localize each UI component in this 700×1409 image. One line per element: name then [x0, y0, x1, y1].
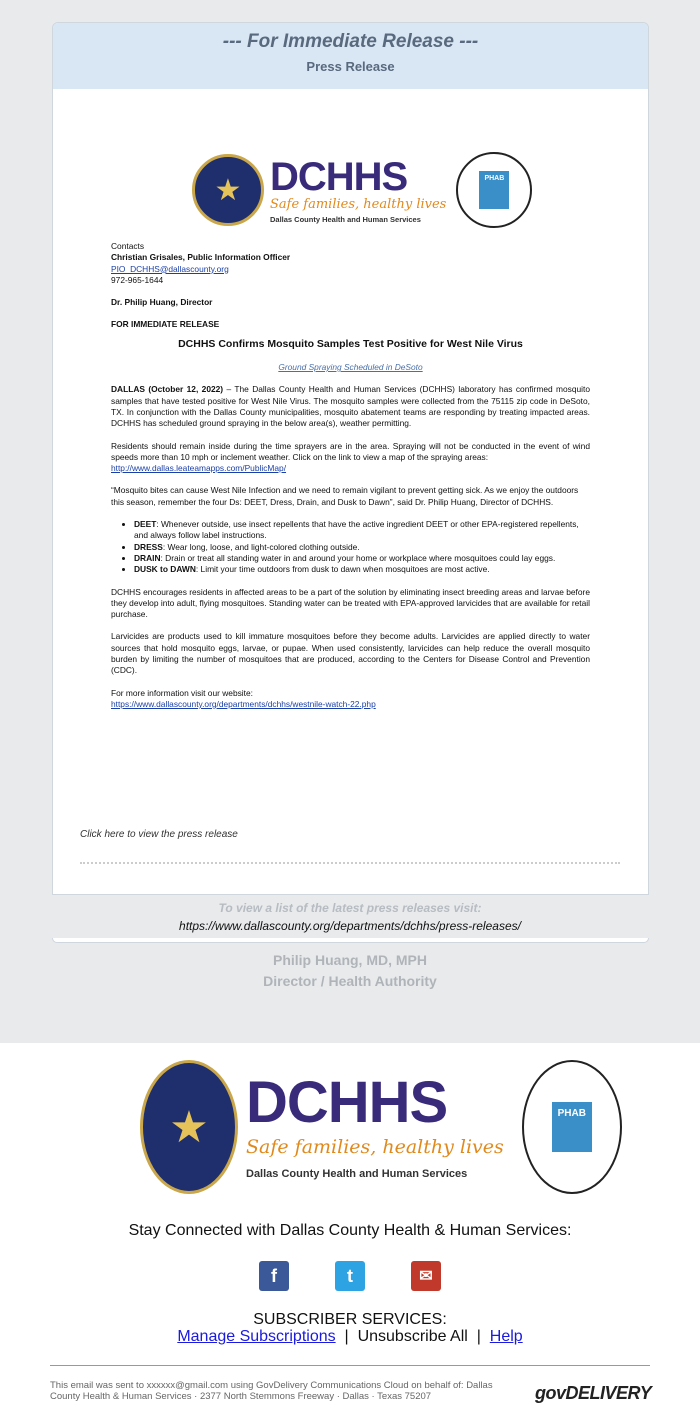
- westnile-watch-link[interactable]: https://www.dallascounty.org/departments/dchhs/westnile-watch-22.php: [111, 698, 376, 709]
- phab-seal-icon: PHAB: [456, 152, 532, 228]
- list-item: • DUSK to DAWN: Limit your time outdoors from dusk to dawn when mosquitoes are most active.: [134, 564, 590, 575]
- signature-title: Director / Health Authority: [263, 973, 437, 989]
- release-header: [53, 23, 648, 89]
- footer-legal-text: This email was sent to xxxxxx@gmail.com using GovDelivery Communications Cloud on behalf of: Dallas County Health & Human Services · 2377 North Stemmons Freeway · Dallas · Texas 75207: [50, 1380, 493, 1402]
- four-ds-list: [134, 519, 590, 575]
- card-bottom-edge: [52, 938, 649, 943]
- contacts-label: Contacts: [111, 241, 145, 251]
- paragraph-1: DALLAS (October 12, 2022) – The Dallas County Health and Human Services (DCHHS) laboratory has confirmed mosquito samples that have tested positive for West Nile Virus. The mosquito samples were collected from the 75115 zip code in DeSoto, TX. In conjunction with the Dallas County municipalities, mosquito abatement teams are responding by treating impacted areas. DCHHS has scheduled ground spraying in the below area(s), weather permitting.: [111, 384, 590, 429]
- paragraph-5: Larvicides are products used to kill immature mosquitoes before they become adults. Larvicides are applied directly to water sources that hold mosquito eggs, larvae, or pupae. When used consistently, larvicides can help reduce the overall mosquito burden by limiting the number of mosquitoes that are produced, according to the Centers for Disease Control and Prevention (CDC).: [111, 631, 590, 676]
- logo-tagline: Safe families, healthy lives: [246, 1136, 504, 1158]
- email-share-icon[interactable]: ✉: [411, 1261, 441, 1291]
- dotted-divider: [80, 862, 620, 864]
- dchhs-logo-large: [140, 1060, 622, 1194]
- paragraph-2: Residents should remain inside during the time sprayers are in the area. Spraying will not be conducted in the event of wind speeds more than 10 mph or inclement weather. Click on the link to view a map of the spraying areas: http://www.dallas.leateamapps.com/PublicMap/: [111, 440, 590, 474]
- facebook-icon[interactable]: f: [259, 1261, 289, 1291]
- logo-org: Dallas County Health and Human Services: [270, 214, 421, 224]
- contact-phone: 972-965-1644: [111, 274, 164, 285]
- release-label: FOR IMMEDIATE RELEASE: [111, 319, 220, 330]
- latest-releases-label: To view a list of the latest press releases visit:: [218, 901, 482, 915]
- view-press-release-link[interactable]: Click here to view the press release: [80, 829, 238, 840]
- more-info-label: For more information visit our website:: [111, 687, 253, 698]
- county-seal-icon: ★: [140, 1060, 238, 1194]
- logo-brand: DCHHS: [270, 154, 408, 199]
- release-subhead[interactable]: Ground Spraying Scheduled in DeSoto: [278, 362, 423, 373]
- list-item: • DEET: Whenever outside, use insect repellents that have the active ingredient DEET or other EPA-registered repellents, and always follow label instructions.: [134, 519, 590, 542]
- signature-name: Philip Huang, MD, MPH: [273, 952, 427, 968]
- manage-subscriptions-link[interactable]: Manage Subscriptions: [177, 1328, 336, 1345]
- twitter-icon[interactable]: t: [335, 1261, 365, 1291]
- stay-connected-text: Stay Connected with Dallas County Health & Human Services:: [128, 1222, 572, 1239]
- latest-releases-link[interactable]: https://www.dallascounty.org/departments/dchhs/press-releases/: [179, 919, 521, 933]
- footer-divider: [50, 1365, 650, 1366]
- contact-name: Christian Grisales, Public Information Officer: [111, 252, 291, 263]
- subscriber-services-label: SUBSCRIBER SERVICES:: [253, 1311, 447, 1328]
- logo-tagline: Safe families, healthy lives: [270, 196, 447, 212]
- release-headline: DCHHS Confirms Mosquito Samples Test Positive for West Nile Virus: [178, 337, 523, 350]
- list-item: • DRESS: Wear long, loose, and light-colored clothing outside.: [134, 542, 590, 553]
- phab-seal-icon: PHAB: [522, 1060, 622, 1194]
- header-subtitle: Press Release: [306, 59, 395, 74]
- paragraph-4: DCHHS encourages residents in affected areas to be a part of the solution by eliminating insect breeding areas and larvae before they develop into adult, flying mosquitoes. Standing water can be treated with EPA-approved larvicides that are available for retail purchase.: [111, 586, 590, 620]
- dchhs-logo-small: [192, 152, 532, 228]
- map-link[interactable]: http://www.dallas.leateamapps.com/PublicMap/: [111, 463, 287, 474]
- logo-brand: DCHHS: [246, 1070, 448, 1135]
- press-release-document: [111, 241, 590, 710]
- list-item: • DRAIN: Drain or treat all standing water in and around your home or workplace where mosquitoes could lay eggs.: [134, 553, 590, 564]
- subscriber-links: Manage Subscriptions | Unsubscribe All | Help: [177, 1328, 523, 1345]
- director-name: Dr. Philip Huang, Director: [111, 297, 213, 308]
- unsubscribe-all[interactable]: Unsubscribe All: [357, 1328, 468, 1345]
- logo-org: Dallas County Health and Human Services: [246, 1168, 468, 1180]
- help-link[interactable]: Help: [489, 1328, 523, 1345]
- govdelivery-logo[interactable]: govDELIVERY: [535, 1383, 652, 1403]
- county-seal-icon: ★: [192, 154, 264, 226]
- contact-email-link[interactable]: PIO_DCHHS@dallascounty.org: [111, 263, 229, 274]
- header-title: --- For Immediate Release ---: [222, 31, 479, 52]
- paragraph-3: “Mosquito bites can cause West Nile Infection and we need to remain vigilant to prevent getting sick. As we enjoy the outdoors this season, remember the four Ds: DEET, Dress, Drain, and Dusk to Dawn”, said Dr. Philip Huang, Director of DCHHS.: [111, 485, 579, 507]
